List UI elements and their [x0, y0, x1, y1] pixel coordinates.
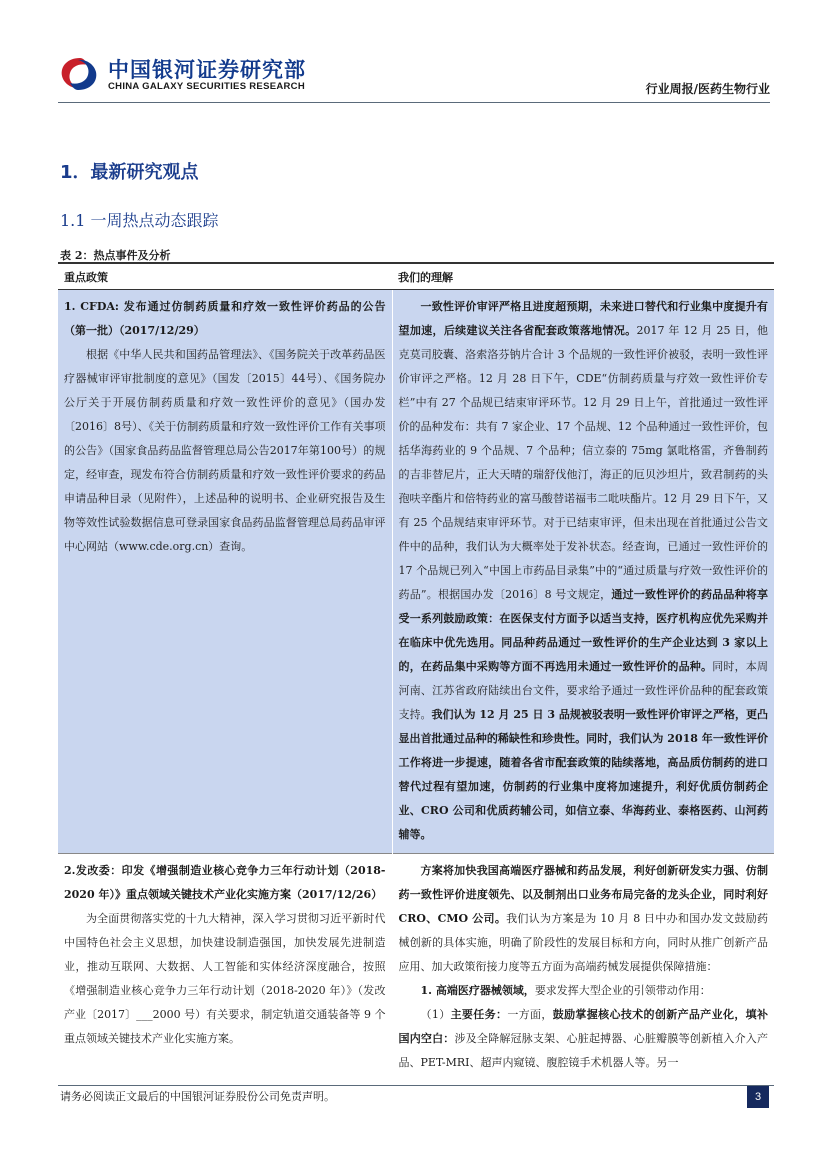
table-row — [58, 854, 774, 1082]
analysis-bold: 1. 高端医疗器械领域， — [420, 984, 535, 997]
page-number: 3 — [747, 1086, 769, 1108]
brand-name-en: CHINA GALAXY SECURITIES RESEARCH — [108, 81, 305, 92]
policy-title: 1. CFDA: 发布通过仿制药质量和疗效一致性评价药品的公告（第一批）（2017/12/29） — [64, 300, 386, 337]
analysis-text: 同时，本周河南、江苏省政府陆续出台文件，要求给予通过一致性评价品种的配套政策支持。 — [398, 660, 768, 721]
policy-cell — [58, 290, 392, 854]
analysis-text: （1） — [420, 1008, 451, 1021]
analysis-bold: 方案将加快我国高端医疗器械和药品发展，利好创新研发实力强、仿制药一致性评价进度领先、以及制剂出口业务布局完备的龙头企业，同时利好 CRO、CMO 公司。 — [398, 864, 768, 925]
galaxy-logo-icon — [58, 56, 100, 92]
analysis-bold: 一致性评价审评严格且进度超预期，未来进口替代和行业集中度提升有望加速，后续建议关注各省配套政策落地情况。 — [398, 300, 768, 337]
section-title: 1．最新研究观点 — [60, 162, 199, 183]
policy-body: 为全面贯彻落实党的十九大精神，深入学习贯彻习近平新时代中国特色社会主义思想，加快建设制造强国，加快发展先进制造业，推动互联网、大数据、人工智能和实体经济深度融合，按照《增强制造业核心竞争力三年行动计划（2018-2020 年）》（发改产业〔2017〕___2000 号）有关要求，制定轨道交通装备等 9 个重点领域关键技术产业化实施方案。 — [64, 912, 386, 1045]
analysis-text: 我们认为方案是为 10 月 8 日中办和国办发文鼓励药械创新的具体实施，明确了阶段性的发展目标和方向，同时从推广创新产品应用、加大政策衔接力度等五方面为高端药械发展提供保障措施： — [398, 912, 768, 973]
table-caption: 表 2：热点事件及分析 — [60, 249, 171, 262]
footer-divider — [58, 1085, 774, 1086]
header-divider — [58, 102, 770, 103]
table-row — [58, 290, 774, 854]
table-top-rule — [58, 262, 774, 264]
table-header-row — [58, 266, 774, 290]
subsection-title: 1.1 一周热点动态跟踪 — [60, 211, 219, 230]
policy-cell — [58, 854, 392, 1082]
analysis-bold: 鼓励掌握核心技术的创新产品产业化，填补国内空白： — [398, 1008, 769, 1045]
hot-events-table — [58, 266, 774, 1081]
policy-body: 根据《中华人民共和国药品管理法》、《国务院关于改革药品医疗器械审评审批制度的意见》（国发〔2015〕44号）、《国务院办公厅关于开展仿制药质量和疗效一致性评价的意见》（国办发〔2016〕8号）、《关于仿制药质量和疗效一致性评价工作有关事项的公告》（国家食品药品监督管理总局公告2017年第100号）的规定，经审查，现发布符合仿制药质量和疗效一致性评价要求的药品申请品种目录（见附件），上述品种的说明书、企业研究报告及生物等效性试验数据信息可登录国家食品药品监督管理总局药品审评中心网站（www.cde.org.cn）查询。 — [64, 348, 386, 553]
col-header-policy: 重点政策 — [58, 266, 392, 290]
analysis-text: 涉及全降解冠脉支架、心脏起搏器、心脏瓣膜等创新植入介入产品、PET-MRI、超声内窥镜、腹腔镜手术机器人等。另一 — [398, 1032, 768, 1069]
disclaimer: 请务必阅读正文最后的中国银河证券股份公司免责声明。 — [60, 1090, 335, 1103]
analysis-bold: 通过一致性评价的药品品种将享受一系列鼓励政策：在医保支付方面予以适当支持，医疗机构应优先采购并在临床中优先选用。同品种药品通过一致性评价的生产企业达到 3 家以上的，在药品集中采购等方面不再选用未通过一致性评价的品种。 — [398, 588, 769, 673]
page-header — [58, 50, 770, 102]
analysis-cell — [392, 290, 774, 854]
brand-name-cn: 中国银河证券研究部 — [108, 58, 306, 82]
analysis-text: 一方面， — [507, 1008, 553, 1021]
analysis-bold: 我们认为 12 月 25 日 3 品规被驳表明一致性评价审评之严格，更凸显出首批通过品种的稀缺性和珍贵性。同时，我们认为 2018 年一致性评价工作将进一步提速，随着各省市配套政策的陆续落地，高品质仿制药的进口替代过程有望加速，仿制药的行业集中度将加速提升，利好优质仿制药企业、CRO 公司和优质药辅公司，如信立泰、华海药业、泰格医药、山河药辅等。 — [398, 708, 769, 841]
policy-title: 2.发改委：印发《增强制造业核心竞争力三年行动计划（2018-2020 年）》重点领域关键技术产业化实施方案（2017/12/26） — [64, 864, 386, 901]
col-header-analysis: 我们的理解 — [392, 266, 774, 290]
analysis-text: 要求发挥大型企业的引领带动作用： — [534, 984, 711, 997]
analysis-text: 2017 年 12 月 25 日，他克莫司胶囊、洛索洛芬钠片合计 3 个品规的一致性评价被驳，表明一致性评价审评之严格。12 月 28 日下午，CDE“仿制药质量与疗效一致性评价专栏”中有 27 个品规已结束审评环节。12 月 29 日上午，首批通过一致性评价的品种发布：共有 7 家企业、17 个品规、12 个品种通过一致性评价，包括华海药业的 9 个品规、7 个品种；信立泰的 75mg 氯吡格雷，齐鲁制药的吉非替尼片，正大天晴的瑞舒伐他汀，海正的厄贝沙坦片，致君制药的头孢呋辛酯片和倍特药业的富马酸替诺福韦二吡呋酯片。12 月 29 日下午，又有 25 个品规结束审评环节。对于已结束审评，但未出现在首批通过公告文件中的品种，我们认为大概率处于发补状态。经查询，已通过一致性评价的 17 个品规已列入“中国上市药品目录集”中的“通过质量与疗效一致性评价的药品”。根据国办发〔2016〕8 号文规定， — [398, 324, 768, 601]
report-type: 行业周报/医药生物行业 — [645, 82, 770, 96]
analysis-bold: 主要任务： — [450, 1008, 508, 1021]
analysis-cell — [392, 854, 774, 1082]
